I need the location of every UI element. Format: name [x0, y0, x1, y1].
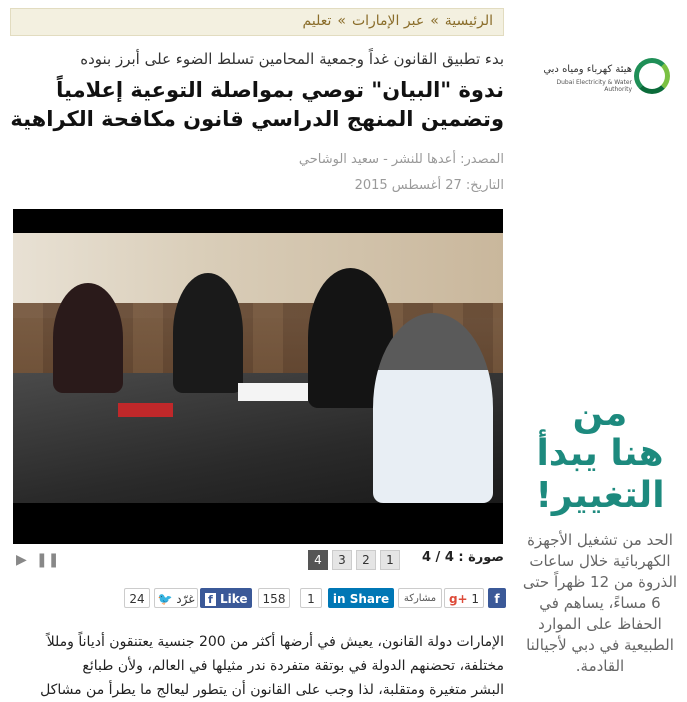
share-bar: [10, 588, 506, 612]
gallery-page-1[interactable]: 1: [380, 550, 400, 570]
photo-folder: [118, 403, 173, 417]
breadcrumb-separator: »: [337, 13, 346, 29]
gplus-icon: g+: [448, 592, 468, 606]
photo-person: [53, 283, 123, 393]
breadcrumb-section[interactable]: عبر الإمارات: [351, 13, 425, 29]
like-count: 158: [258, 588, 290, 608]
ad-banner-headline[interactable]: [520, 394, 680, 518]
gallery-page-2[interactable]: 2: [356, 550, 376, 570]
breadcrumb-separator: »: [430, 13, 439, 29]
gallery-page-4[interactable]: 4: [308, 550, 328, 570]
body-line: البشر متغيرة ومتقلبة، لذا وجب على القانون أن يتطور ليعالج ما يطرأ من مشاكل: [40, 682, 504, 698]
tweet-button[interactable]: [154, 588, 198, 608]
facebook-icon: f: [205, 593, 216, 606]
article-body: [8, 630, 504, 702]
tweet-count: 24: [124, 588, 150, 608]
body-line: مختلفة، تحضنهم الدولة في بوتقة متفردة ندر مثيلها في العالم، ولأن طبائع: [82, 658, 504, 674]
gplus-count: 1: [471, 592, 480, 606]
ad-line-3: التغيير!: [535, 475, 665, 516]
gplus-button[interactable]: [444, 588, 484, 608]
photo-notebook: [238, 383, 308, 401]
photo-person: [173, 273, 243, 393]
gallery-photo[interactable]: [13, 209, 503, 544]
tweet-label: غرّد: [176, 592, 195, 606]
breadcrumb-home[interactable]: الرئيسية: [444, 13, 493, 29]
article-kicker: بدء تطبيق القانون غداً وجمعية المحامين تسلط الضوء على أبرز بنوده: [80, 50, 504, 68]
gallery-counter: صورة : 4 / 4: [421, 550, 504, 565]
headline-line-2: وتضمين المنهج الدراسي قانون مكافحة الكراهية: [10, 107, 504, 131]
like-label: Like: [219, 592, 248, 606]
breadcrumb: [10, 8, 504, 36]
linkedin-label: Share: [349, 592, 390, 606]
headline-line-1: ندوة "البيان" توصي بمواصلة التوعية إعلامياً: [56, 78, 504, 102]
dewa-logo-arabic: هيئة كهرباء ومياه دبي: [543, 64, 632, 75]
article-headline: [8, 76, 504, 134]
play-icon[interactable]: ▶: [16, 552, 27, 568]
gplus-share-label: مشاركة: [398, 588, 442, 608]
pause-icon[interactable]: ❚❚: [36, 552, 60, 568]
ad-line-1: من: [572, 393, 628, 434]
facebook-share-icon[interactable]: f: [488, 588, 506, 608]
meeting-photo: [13, 233, 503, 503]
breadcrumb-category[interactable]: تعليم: [302, 13, 332, 29]
ad-banner-text: الحد من تشغيل الأجهزة الكهربائية خلال ساعات الذروة من 12 ظهراً حتى 6 مساءً، يساهم في الحفاظ على الموارد الطبيعية في دبي لأجيالنا القادمة.: [522, 531, 678, 675]
article-date: التاريخ: 27 أغسطس 2015: [354, 178, 504, 193]
gallery-pagination: [308, 550, 400, 570]
linkedin-icon: in: [332, 592, 346, 606]
dewa-logo-english: Dubai Electricity & Water Authority: [556, 79, 632, 93]
twitter-icon: 🐦: [157, 592, 173, 606]
article-source: المصدر: أعدها للنشر - سعيد الوشاحي: [298, 152, 504, 167]
gallery-page-3[interactable]: 3: [332, 550, 352, 570]
facebook-like-button[interactable]: [200, 588, 252, 608]
gallery-controls: [10, 550, 506, 572]
linkedin-count: 1: [300, 588, 322, 608]
body-line: الإمارات دولة القانون، يعيش في أرضها أكثر من 200 جنسية يعتنقون أدياناً ومللاً: [46, 634, 504, 650]
linkedin-share-button[interactable]: [328, 588, 394, 608]
photo-person: [373, 313, 493, 503]
dewa-logo-icon: [634, 58, 670, 94]
ad-line-2: هنا يبدأ: [536, 433, 664, 474]
